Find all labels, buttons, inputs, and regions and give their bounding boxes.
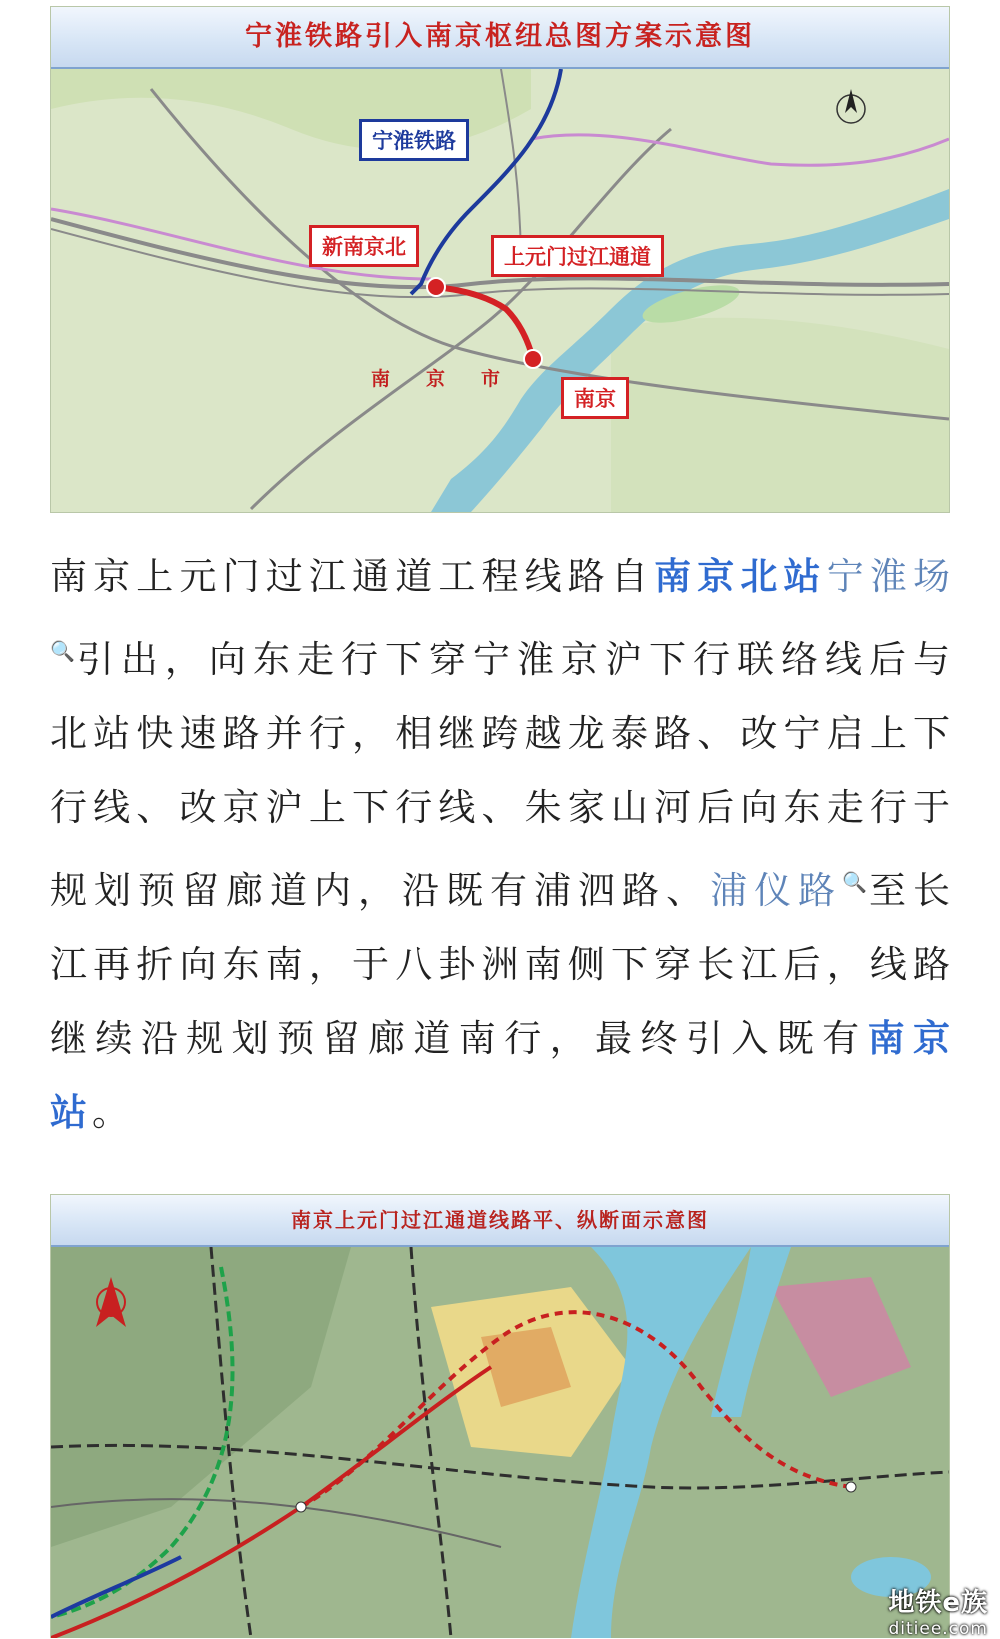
text-part-2: 引出，向东走行下穿宁淮京沪下行联络线后与北站快速路并行，相继跨越龙泰路、改宁启上下行线、改京沪上下行线、朱家山河后向东走行于规划预留廊道内，沿既有浦泗路、	[50, 638, 956, 912]
search-icon[interactable]: 🔍	[50, 639, 77, 663]
city-char-nan: 南	[371, 368, 391, 390]
map-graphic	[51, 1247, 949, 1638]
search-icon[interactable]: 🔍	[842, 870, 870, 894]
general-plan-map	[50, 6, 950, 513]
article-paragraph	[50, 540, 955, 1150]
map-title: 南京上元门过江通道线路平、纵断面示意图	[291, 1208, 709, 1232]
route-profile-map	[50, 1194, 950, 1638]
text-part-3: 至长江再折向东南，于八卦洲南侧下穿长江后，线路继续沿规划预留廊道南行，最终引入既有	[50, 869, 956, 1060]
label-shangyuanmen: 上元门过江通道	[491, 235, 664, 277]
link-puyi-road[interactable]: 浦仪路	[710, 869, 843, 912]
text-part-4: 。	[92, 1091, 134, 1134]
link-nanjing-station[interactable]: 南京站	[50, 1017, 955, 1134]
city-char-shi: 市	[481, 368, 501, 390]
link-ninghuai-yard[interactable]: 宁淮场	[826, 555, 956, 598]
nanjing-station-dot	[524, 350, 542, 368]
watermark-sub: ditiee.com	[888, 1619, 988, 1639]
map-title-banner	[51, 7, 949, 69]
label-ninghuai-railway: 宁淮铁路	[359, 119, 469, 161]
label-xin-nanjing-bei: 新南京北	[309, 225, 419, 267]
watermark-main: 地铁e族	[888, 1588, 988, 1618]
text-part-1: 南京上元门过江通道工程线路自	[50, 555, 655, 598]
map-title: 宁淮铁路引入南京枢纽总图方案示意图	[245, 21, 755, 52]
watermark	[888, 1582, 988, 1639]
label-nanjing: 南京	[561, 377, 629, 419]
map-graphic	[51, 69, 949, 512]
xin-nanjing-bei-station-dot	[427, 278, 445, 296]
city-char-jing: 京	[426, 368, 446, 390]
map-title-banner	[51, 1195, 949, 1247]
link-nanjing-north-station[interactable]: 南京北站	[654, 555, 827, 598]
